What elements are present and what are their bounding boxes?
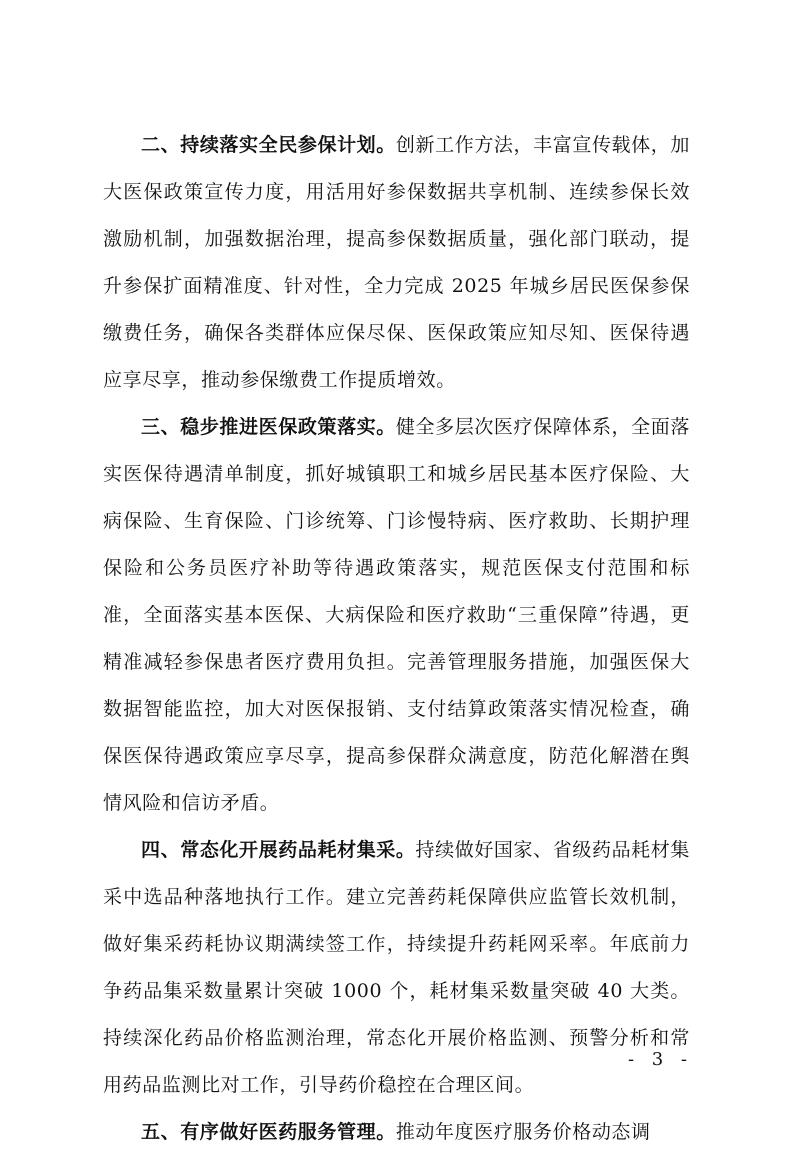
page-number: - 3 -: [627, 1049, 693, 1070]
paragraph-3: [103, 404, 690, 827]
paragraph-text-3: 健全多层次医疗保障体系，全面落实医保待遇清单制度，抓好城镇职工和城乡居民基本医疗保险、大病保险、生育保险、门诊统筹、门诊慢特病、医疗救助、长期护理保险和公务员医疗补助等待遇政策落实，规范医保支付范围和标准，全面落实基本医保、大病保险和医疗救助“三重保障”待遇，更精准减轻参保患者医疗费用负担。完善管理服务措施，加强医保大数据智能监控，加大对医保报销、支付结算政策落实情况检查，确保医保待遇政策应享尽享，提高参保群众满意度，防范化解潜在舆情风险和信访矛盾。: [103, 416, 690, 814]
paragraph-text-4: 持续做好国家、省级药品耗材集采中选品种落地执行工作。建立完善药耗保障供应监管长效机制，做好集采药耗协议期满续签工作，持续提升药耗网采率。年底前力争药品集采数量累计突破 1000 个，耗材集采数量突破 40 大类。持续深化药品价格监测治理，常态化开展价格监测、预警分析和常用药品监测比对工作，引导药价稳控在合理区间。: [103, 839, 690, 1096]
paragraph-text-2: 创新工作方法，丰富宣传载体，加大医保政策宣传力度，用活用好参保数据共享机制、连续参保长效激励机制，加强数据治理，提高参保数据质量，强化部门联动，提升参保扩面精准度、针对性，全力完成 2025 年城乡居民医保参保缴费任务，确保各类群体应保尽保、医保政策应知尽知、医保待遇应享尽享，推动参保缴费工作提质增效。: [103, 134, 690, 391]
section-heading-4: 四、常态化开展药品耗材集采。: [141, 839, 416, 861]
section-heading-5: 五、有序做好医药服务管理。: [141, 1121, 396, 1143]
section-heading-2: 二、持续落实全民参保计划。: [141, 134, 396, 156]
document-body: [103, 122, 690, 1156]
paragraph-4: [103, 827, 690, 1109]
section-heading-3: 三、稳步推进医保政策落实。: [141, 416, 396, 438]
paragraph-2: [103, 122, 690, 404]
paragraph-5: [103, 1109, 690, 1156]
paragraph-text-5: 推动年度医疗服务价格动态调: [395, 1121, 651, 1143]
